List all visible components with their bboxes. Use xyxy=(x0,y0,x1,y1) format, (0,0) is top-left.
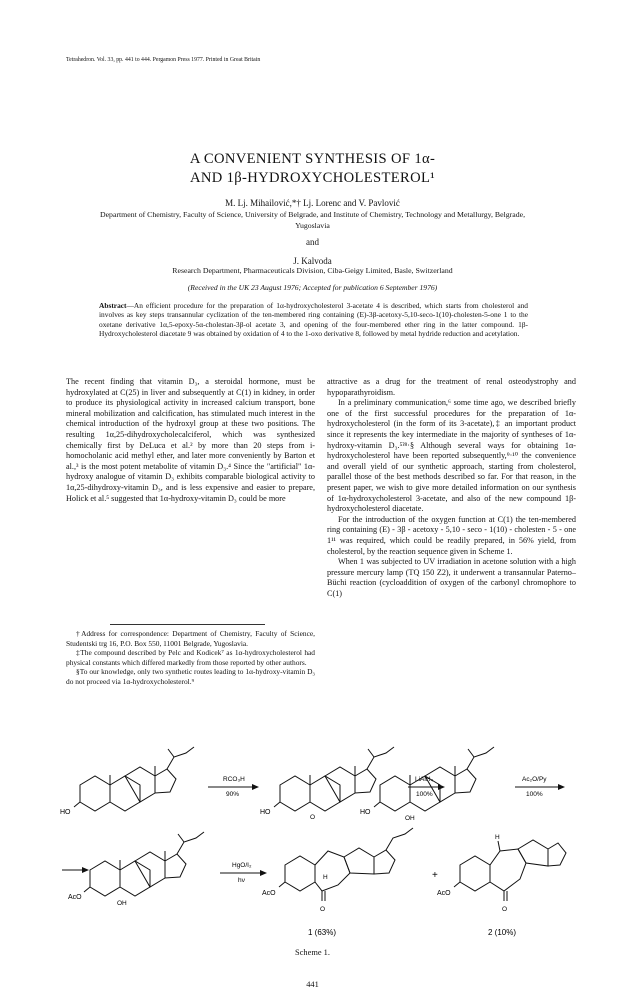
substituent-label: O xyxy=(502,906,508,913)
substituent-label: H xyxy=(495,834,500,841)
second-affiliation: Research Department, Pharmaceuticals Division, Ciba-Geigy Limited, Basle, Switzerland xyxy=(172,266,453,275)
substituent-label: H xyxy=(323,874,328,881)
arrowhead xyxy=(558,784,565,790)
left-column xyxy=(66,377,315,504)
product-1-label: 1 (63%) xyxy=(308,928,337,937)
arrowhead xyxy=(252,784,259,790)
product-1-structure xyxy=(279,828,413,901)
footnotes xyxy=(66,629,315,687)
substituent-label: OH xyxy=(405,815,415,822)
footnote: †Address for correspondence: Department of Chemistry, Faculty of Science, Studentski trg 16, P.O. Box 550, 11001 Belgrade, Yugoslavia. xyxy=(66,629,315,648)
body-paragraph: For the introduction of the oxygen function at C(1) the ten-membered ring containing (E) - 3β - acetoxy - 5,10 - seco - 1(10) - cholesten - 5 - one 1¹¹ was required, which could be readily prepared, in 56% yield, from cholesterol, by the reaction sequence given in Scheme 1. xyxy=(327,514,576,556)
title-line-2: AND 1β-HYDROXYCHOLESTEROL¹ xyxy=(189,170,436,186)
plus-sign: + xyxy=(432,870,438,881)
body-paragraph: The recent finding that vitamin D₃, a steroidal hormone, must be hydroxylated at C(25) in liver and subsequently at C(1) in kidney, in order to produce its physiological activity in increased calcium transport, bone mineral mobilization and calcification, has stimulated much interest in the chemical introduction of the hydroxyl group at these two positions. The resulting 1α,25-dihydroxycholecalciferol, which was synthesized chemically first by DeLuca et al.² by more than 20 steps from i-homocholanic acid methyl ether, and later more conveniently by Barton et al.,³ is the most potent metabolite of vitamin D₃.⁴ Since the "artificial" 1α-hydroxy analogue of vitamin D₃ exhibits comparable biological activity to 1α,25-dihydroxy-vitamin D₃, and is less expensive and easier to prepare, Holick et al.⁵ suggested that 1α-hydroxy-vitamin D₃ could be more xyxy=(66,377,315,503)
bond xyxy=(274,802,280,807)
reagent-label: RCO₃H xyxy=(223,776,245,783)
abstract xyxy=(99,301,528,339)
yield-label: 90% xyxy=(226,791,240,798)
acetate-structure xyxy=(90,832,204,896)
product-2-structure xyxy=(454,840,566,901)
title-line-1: A CONVENIENT SYNTHESIS OF 1α- xyxy=(189,151,436,167)
footnote: §To our knowledge, only two synthetic routes leading to 1α-hydroxy-vitamin D₃ do not proceed via 1α-hydroxycholesterol.⁹ xyxy=(66,667,315,686)
body-paragraph: When 1 was subjected to UV irradiation in acetone solution with a high pressure mercury lamp (TQ 150 Z2), it underwent a transannular Paterno–Büchi reaction (cycloaddition of oxygen of the carbonyl chromophore to C(1) xyxy=(327,557,576,598)
author-conjunction: and xyxy=(306,237,319,247)
substituent-label: AcO xyxy=(437,890,451,897)
reagent-label: HgO/I₂ xyxy=(232,862,252,869)
abstract-label: Abstract xyxy=(99,301,127,310)
article-title xyxy=(60,150,565,188)
abstract-text: —An efficient procedure for the preparation of 1α-hydroxycholesterol 3-acetate 4 is described, which starts from cholesterol and involves as key steps transannular cyclization of the ten-membered ring containing (E)-3β-acetoxy-5,10-seco-1(10)-cholesten-5-one 1 to the oxetane derivative 1α,5-epoxy-5α-cholestan-3β-ol acetate 3, and opening of the four-membered ether ring in the latter compound. 1β-Hydroxycholesterol diacetate 9 was obtained by oxidation of 4 to the 1-oxo derivative 8, followed by metal hydride reduction and acetylation. xyxy=(99,301,528,339)
substituent-label: O xyxy=(310,814,316,821)
substituent-label: HO xyxy=(260,809,271,816)
bond xyxy=(84,887,90,892)
diol-structure xyxy=(380,747,494,811)
arrowhead xyxy=(260,870,267,876)
reagent-label: LiAlH₄ xyxy=(415,776,434,783)
author-list: M. Lj. Mihailović,*† Lj. Lorenc and V. Pavlović xyxy=(225,198,400,208)
scheme-caption: Scheme 1. xyxy=(295,948,330,957)
substituent-label: OH xyxy=(117,900,127,907)
arrowhead xyxy=(82,867,89,873)
body-paragraph: attractive as a drug for the treatment of renal osteodystrophy and hypoparathyroidism. xyxy=(327,377,576,397)
bond xyxy=(74,802,80,807)
bond xyxy=(374,802,380,807)
substituent-label: HO xyxy=(60,809,71,816)
yield-label: 100% xyxy=(526,791,543,798)
body-paragraph: In a preliminary communication,⁶ some time ago, we described briefly one of the first successful procedures for the preparation of 1α-hydroxycholesterol (in the form of its 3-acetate),‡ an important product since it represents the key intermediate in the majority of syntheses of 1α-hydroxy-vitamin D₃.⁵ˀ⁸·§ Although several ways for obtaining 1α-hydroxycholesterol have been reported subsequently,⁹·¹⁰ the convenience and overall yield of our synthetic approach, starting from cholesterol, parallel those of the best methods described so far. For that reason, in the present paper, we wish to give more detailed information on our synthesis of 1α-hydroxycholesterol 3-acetate, and also of the new compound 1β-hydroxycholesterol diacetate. xyxy=(327,398,576,514)
yield-label: 100% xyxy=(416,791,433,798)
footnote: ‡The compound described by Pelc and Kodicek⁷ as 1α-hydroxycholesterol had physical constants which differed markedly from those reported by other authors. xyxy=(66,648,315,667)
reaction-scheme xyxy=(60,745,570,945)
journal-citation-header: Tetrahedron. Vol. 33, pp. 441 to 444. Pergamon Press 1977. Printed in Great Britain xyxy=(66,57,261,63)
footnote-divider xyxy=(110,624,265,625)
substituent-label: AcO xyxy=(262,890,276,897)
substituent-label: AcO xyxy=(68,894,82,901)
reagent-label: Ac₂O/Py xyxy=(522,776,547,783)
condition-label: hν xyxy=(238,877,245,884)
substituent-label: HO xyxy=(360,809,371,816)
substituent-label: O xyxy=(320,906,326,913)
product-2-label: 2 (10%) xyxy=(488,928,517,937)
epoxide-structure xyxy=(280,747,394,811)
steroid-structure xyxy=(80,747,194,811)
page-number: 441 xyxy=(306,980,319,989)
right-column xyxy=(327,377,576,599)
received-dates: (Received in the UK 23 August 1976; Accepted for publication 6 September 1976) xyxy=(187,283,438,292)
author-affiliation: Department of Chemistry, Faculty of Science, University of Belgrade, and Institute of Chemistry, Technology and Metallurgy, Belgrade, Yugoslavia xyxy=(99,210,526,230)
second-author: J. Kalvoda xyxy=(293,256,332,266)
